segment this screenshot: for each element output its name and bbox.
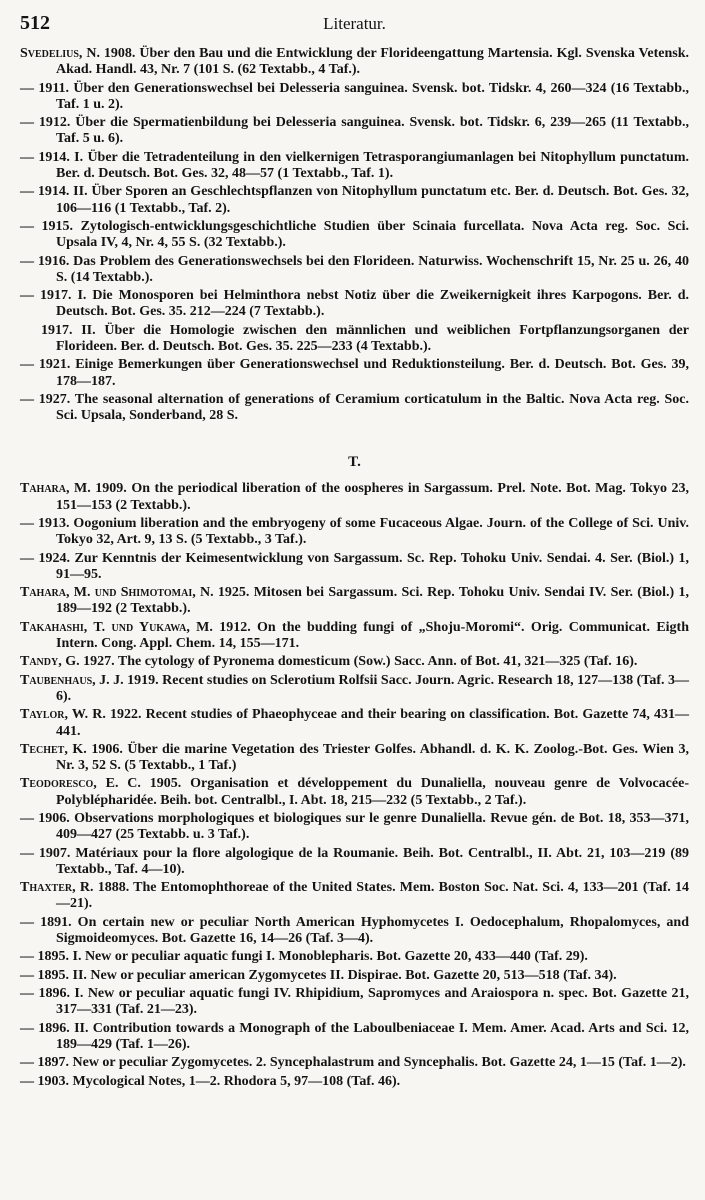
entry-author: Tahara, M. und Shimotomai, N. <box>20 585 214 601</box>
entry-text: — 1907. Matériaux pour la flore algologique de la Roumanie. Beih. Bot. Centralbl., II. Abt. 21, 103—219 (89 Textabb., Taf. 4—10). <box>20 845 689 877</box>
bibliography-entry <box>20 219 689 251</box>
bibliography-entry <box>20 357 689 389</box>
bibliography-entry <box>20 949 689 965</box>
section-heading-t: T. <box>348 454 361 471</box>
bibliography-entry <box>20 1055 689 1071</box>
running-title: Literatur. <box>323 14 386 33</box>
bibliography-entry <box>20 1074 689 1090</box>
entry-text: 1909. On the periodical liberation of the oospheres in Sargassum. Prel. Note. Bot. Mag. Tokyo 23, 151—153 (2 Textabb.). <box>56 481 690 513</box>
entry-author: Tandy, G. <box>20 654 80 670</box>
bibliography-entry <box>20 323 689 355</box>
bibliography-entry <box>20 776 689 808</box>
bibliography-entry <box>20 288 689 320</box>
bibliography-entry <box>20 81 689 113</box>
bibliography-entry <box>20 481 689 513</box>
entry-author: Tahara, M. <box>20 481 91 497</box>
bibliography-entry <box>20 585 689 617</box>
bibliography-entry <box>20 707 689 739</box>
entry-text: — 1914. II. Über Sporen an Geschlechtspflanzen von Nitophyllum punctatum etc. Ber. d. Deutsch. Bot. Ges. 32, 106—116 (1 Textabb., Taf. 2). <box>20 184 689 216</box>
entry-text: — 1924. Zur Kenntnis der Keimesentwicklung von Sargassum. Sc. Rep. Tohoku Univ. Sendai. 4. Ser. (Biol.) 1, 91—95. <box>20 550 689 582</box>
bibliography-entry <box>20 968 689 984</box>
bibliography-list-t <box>20 481 689 1090</box>
entry-text: — 1921. Einige Bemerkungen über Generationswechsel und Reduktionsteilung. Ber. d. Deutsch. Bot. Ges. 39, 178—187. <box>20 357 689 389</box>
entry-author: Svedelius, N. <box>20 46 100 61</box>
entry-text: — 1916. Das Problem des Generationswechsels bei den Florideen. Naturwiss. Wochenschrift 15, Nr. 25 u. 26, 40 S. (14 Textabb.). <box>20 253 689 285</box>
entry-text: — 1927. The seasonal alternation of generations of Ceramium corticatulum in the Baltic. Nova Acta reg. Soc. Sci. Upsala, Sonderband, 28 S. <box>20 391 689 424</box>
entry-text: — 1896. II. Contribution towards a Monograph of the Laboulbeniaceae I. Mem. Amer. Acad. Arts and Sci. 12, 189—429 (Taf. 1—26). <box>20 1020 689 1053</box>
entry-text: — 1897. New or peculiar Zygomycetes. 2. Syncephalastrum and Syncephalis. Bot. Gazette 24, 1—15 (Taf. 1—2). <box>20 1055 686 1071</box>
bibliography-entry <box>20 620 689 652</box>
entry-text: 1905. Organisation et développement du Dunaliella, nouveau genre de Volvocacée-Polyblépharidée. Beih. bot. Centralbl., I. Abt. 18, 215—232 (5 Textabb., 2 Taf.). <box>56 776 689 808</box>
bibliography-entry <box>20 915 689 947</box>
entry-text: — 1896. I. New or peculiar aquatic fungi IV. Rhipidium, Sapromyces and Araiospora n. spec. Bot. Gazette 21, 317—331 (Taf. 21—23). <box>20 986 689 1018</box>
bibliography-entry <box>20 392 689 424</box>
entry-text: — 1917. I. Die Monosporen bei Helminthora nebst Notiz über die Zweikernigkeit ihres Karpogons. Ber. d. Deutsch. Bot. Ges. 35. 212—224 (7 Textabb.). <box>20 288 689 320</box>
entry-text: 1912. On the budding fungi of „Shoju-Moromi“. Orig. Communicat. Eigth Intern. Cong. Appl. Chem. 14, 155—171. <box>56 619 689 651</box>
entry-text: — 1912. Über die Spermatienbildung bei Delesseria sanguinea. Svensk. bot. Tidskr. 6, 239—265 (11 Textabb., Taf. 5 u. 6). <box>20 115 689 147</box>
entry-author: Teodoresco, E. C. <box>20 776 141 792</box>
entry-text: — 1891. On certain new or peculiar North American Hyphomycetes I. Oedocephalum, Rhopalomyces, and Sigmoideomyces. Bot. Gazette 16, 14—26 (Taf. 3—4). <box>20 914 689 947</box>
bibliography-list-s <box>20 46 689 424</box>
bibliography-entry <box>20 115 689 147</box>
bibliography-entry <box>20 846 689 878</box>
entry-text: — 1895. II. New or peculiar american Zygomycetes II. Dispirae. Bot. Gazette 20, 513—518 (Taf. 34). <box>20 967 617 983</box>
entry-text: — 1913. Oogonium liberation and the embryogeny of some Fucaceous Algae. Journ. of the College of Sci. Univ. Tokyo 32, Art. 9, 13 S. (5 Textabb., 3 Taf.). <box>20 515 689 548</box>
entry-author: Techet, K. <box>20 741 87 757</box>
bibliography-entry <box>20 551 689 583</box>
bibliography-entry <box>20 811 689 843</box>
entry-text: — 1906. Observations morphologiques et biologiques sur le genre Dunaliella. Revue gén. de Bot. 18, 353—371, 409—427 (25 Textabb. u. 3 Taf.). <box>20 811 689 843</box>
entry-author: Takahashi, T. und Yukawa, M. <box>20 619 213 635</box>
entry-author: Thaxter, R. <box>20 880 94 896</box>
page-number: 512 <box>20 12 50 34</box>
entry-text: — 1911. Über den Generationswechsel bei Delesseria sanguinea. Svensk. bot. Tidskr. 4, 260—324 (16 Textabb., Taf. 1 u. 2). <box>20 80 689 112</box>
entry-text: 1917. II. Über die Homologie zwischen den männlichen und weiblichen Fortpflanzungsorganen der Florideen. Ber. d. Deutsch. Bot. Ges. 35. 225—233 (4 Textabb.). <box>41 322 689 354</box>
entry-author: Taubenhaus, J. J. <box>20 672 124 688</box>
entry-text: 1888. The Entomophthoreae of the United States. Mem. Boston Soc. Nat. Sci. 4, 133—201 (Taf. 14—21). <box>56 880 689 912</box>
entry-text: — 1914. I. Über die Tetradenteilung in den vielkernigen Tetrasporangiumanlagen bei Nitophyllum punctatum. Ber. d. Deutsch. Bot. Ges. 32, 48—57 (1 Textabb., Taf. 1). <box>20 149 689 181</box>
entry-text: 1906. Über die marine Vegetation des Triester Golfes. Abhandl. d. K. K. Zoolog.-Bot. Ges. Wien 3, Nr. 3, 52 S. (5 Textabb., 1 Taf.) <box>56 741 689 774</box>
bibliography-entry <box>20 673 689 705</box>
entry-text: — 1895. I. New or peculiar aquatic fungi I. Monoblepharis. Bot. Gazette 20, 433—440 (Taf. 29). <box>20 949 588 965</box>
bibliography-entry <box>20 742 689 774</box>
entry-text: — 1903. Mycological Notes, 1—2. Rhodora 5, 97—108 (Taf. 46). <box>20 1073 401 1089</box>
bibliography-entry <box>20 986 689 1018</box>
entry-text: 1927. The cytology of Pyronema domesticum (Sow.) Sacc. Ann. of Bot. 41, 321—325 (Taf. 16). <box>79 654 638 670</box>
entry-text: 1922. Recent studies of Phaeophyceae and their bearing on classification. Bot. Gazette 74, 431—441. <box>56 707 689 739</box>
entry-text: — 1915. Zytologisch-entwicklungsgeschichtliche Studien über Scinaia furcellata. Nova Acta reg. Soc. Sci. Upsala IV, 4, Nr. 4, 55 S. (32 Textabb.). <box>20 218 689 251</box>
bibliography-entry <box>20 654 689 670</box>
bibliography-entry <box>20 516 689 548</box>
page-header <box>20 12 689 46</box>
bibliography-entry <box>20 184 689 216</box>
bibliography-entry <box>20 880 689 912</box>
bibliography-entry <box>20 46 689 78</box>
entry-text: 1925. Mitosen bei Sargassum. Sci. Rep. Tohoku Univ. Sendai IV. Ser. (Biol.) 1, 189—192 (2 Textabb.). <box>56 585 689 617</box>
entry-text: 1908. Über den Bau und die Entwicklung der Florideengattung Martensia. Kgl. Svenska Vetensk. Akad. Handl. 43, Nr. 7 (101 S. (62 Textabb., 4 Taf.). <box>56 46 689 78</box>
entry-author: Taylor, W. R. <box>20 707 106 723</box>
bibliography-entry <box>20 150 689 182</box>
entry-text: 1919. Recent studies on Sclerotium Rolfsii Sacc. Journ. Agric. Research 18, 127—138 (Taf. 3—6). <box>56 672 689 704</box>
bibliography-entry <box>20 1021 689 1053</box>
bibliography-entry <box>20 254 689 286</box>
